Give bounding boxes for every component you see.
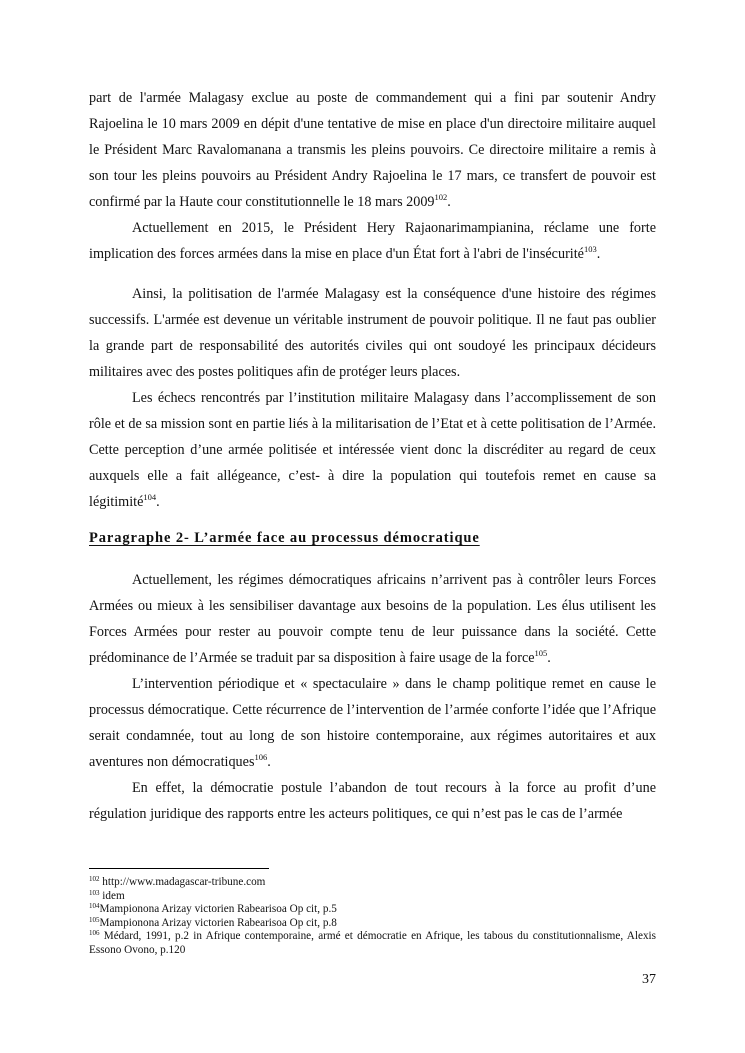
- body-text: [89, 85, 656, 827]
- footnote: $^{102}$ http://www.madagascar-tribune.com: [89, 875, 266, 888]
- footnote-link[interactable]: http://www.madagascar-tribune.com: [99, 876, 266, 888]
- footnote: $^{103}$ idem: [89, 888, 125, 902]
- footnote-ref[interactable]: 103: [583, 244, 597, 254]
- paragraph: En effet, la démocratie postule l’abandon de tout recours à la force au profit d’une régulation juridique des rapports entre les acteurs politiques, ce qui n’est pas le cas de l’armée: [89, 780, 656, 822]
- paragraph: L’intervention périodique et « spectaculaire » dans le champ politique remet en cause le processus démocratique. Cette récurrence de l’intervention de l’armée conforte l’idée que l’Afrique serait condamnée, tout au long de son histoire contemporaine, aux régimes autoritaires et aux aventures non démocratiques$^{106}$.: [89, 676, 656, 770]
- footnote-separator: [89, 868, 269, 869]
- footnote-ref[interactable]: 104: [143, 492, 157, 502]
- page-number: 37: [642, 972, 656, 987]
- paragraph: part de l'armée Malagasy exclue au poste de commandement qui a fini par soutenir Andry Rajoelina le 10 mars 2009 en dépit d'une tentative de mise en place d'un directoire militaire auquel le Président Marc Ravalomanana a transmis les pleins pouvoirs. Ce directoire militaire a remis à son tour les pleins pouvoirs au Président Andry Rajoelina le 17 mars, ce transfert de pouvoir est confirmé par la Haute cour constitutionnelle le 18 mars 2009$^{102}$.: [89, 90, 656, 210]
- paragraph: Actuellement, les régimes démocratiques africains n’arrivent pas à contrôler leurs Forces Armées ou mieux à les sensibiliser davantage aux besoins de la population. Les élus utilisent les Forces Armées pour rester au pouvoir compte tenu de leur puissance dans la société. Cette prédominance de l’Armée se traduit par sa disposition à faire usage de la force$^{105}$.: [89, 572, 656, 666]
- footnote: $^{104}$Mampionona Arizay victorien Rabearisoa Op cit, p.5: [89, 902, 337, 916]
- paragraph: Ainsi, la politisation de l'armée Malagasy est la conséquence d'une histoire des régimes successifs. L'armée est devenue un véritable instrument de pouvoir politique. Il ne faut pas oublier la grande part de responsabilité des autorités civiles qui ont soudoyé les principaux décideurs militaires avec des postes politiques afin de protéger leurs places.: [89, 286, 656, 380]
- section-heading: Paragraphe 2- L’armée face au processus démocratique: [89, 530, 480, 546]
- footnote-ref[interactable]: 105: [534, 648, 548, 658]
- footnote: $^{105}$Mampionona Arizay victorien Rabearisoa Op cit, p.8: [89, 915, 337, 929]
- paragraph: Les échecs rencontrés par l’institution militaire Malagasy dans l’accomplissement de son rôle et de sa mission sont en partie liés à la militarisation de l’Etat et à cette politisation de l’Armée. Cette perception d’une armée politisée et intéressée vient donc la discréditer au regard de ceux auxquels elle a fait allégeance, c’est- à dire la population qui toutefois remet en cause sa légitimité$^{104}$.: [89, 390, 656, 510]
- footnote-ref[interactable]: 106: [254, 752, 268, 762]
- paragraph: Actuellement en 2015, le Président Hery Rajaonarimampianina, réclame une forte implication des forces armées dans la mise en place d'un État fort à l'abri de l'insécurité$^{103}$.: [89, 220, 656, 262]
- footnote: $^{106}$ Médard, 1991, p.2 in Afrique contemporaine, armé et démocratie en Afrique, les tabous du constitutionnalisme, Alexis Essono Ovono, p.120: [89, 929, 656, 956]
- footnote-ref[interactable]: 102: [434, 192, 448, 202]
- footnotes: [89, 876, 656, 958]
